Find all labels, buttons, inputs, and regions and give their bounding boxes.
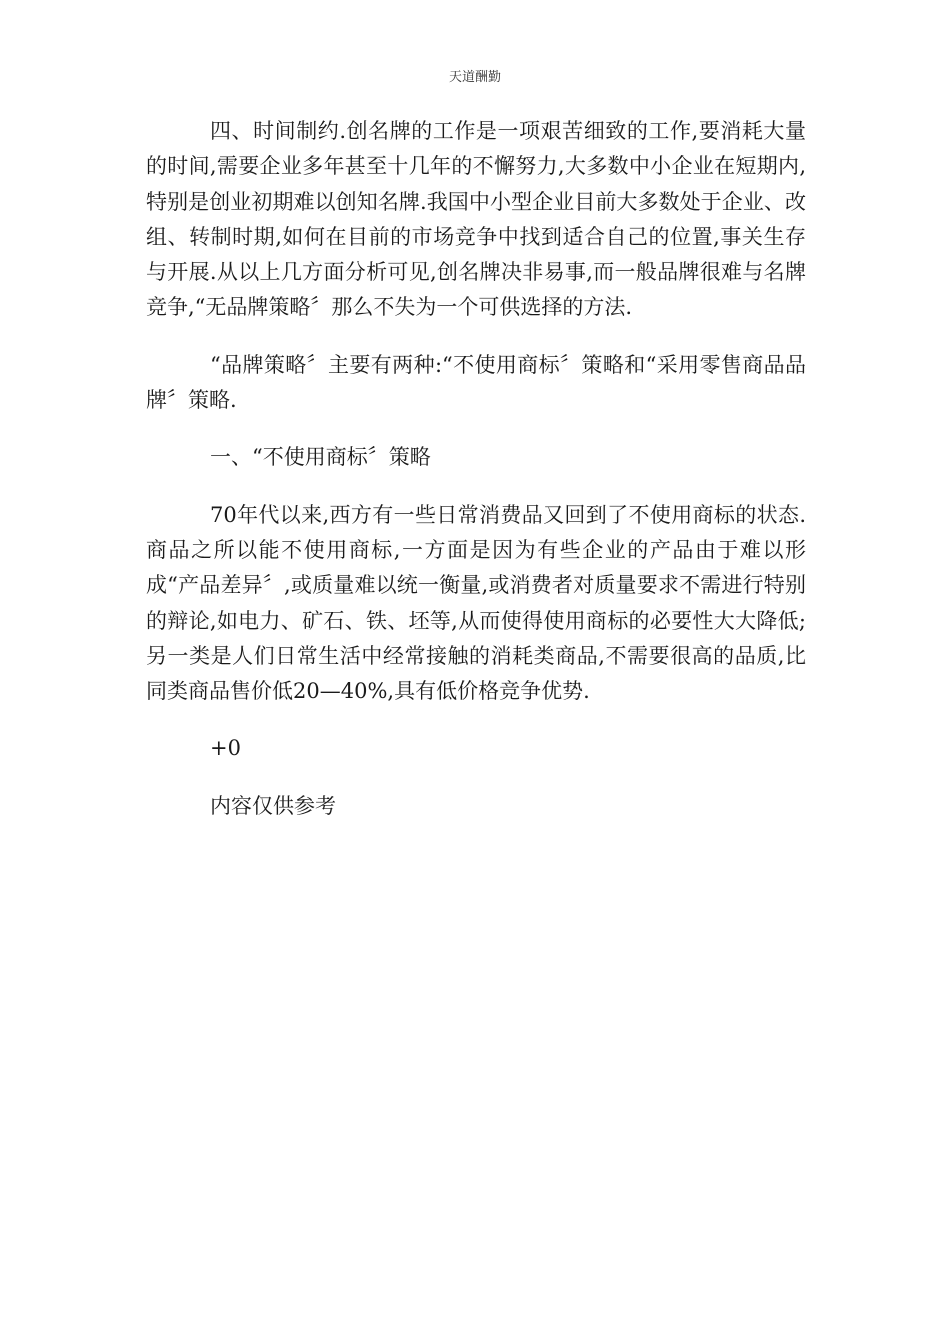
paragraph-time-constraint: 四、时间制约.创名牌的工作是一项艰苦细致的工作,要消耗大量的时间,需要企业多年甚至十几年的不懈努力,大多数中小企业在短期内,特别是创业初期难以创知名牌.我国中小型企业目前大多数处于企业、改组、转制时期,如何在目前的市场竞争中找到适合自己的位置,事关生存与开展.从以上几方面分析可见,创名牌决非易事,而一般品牌很难与名牌竞争,“无品牌策略〞那么不失为一个可供选择的方法. (146, 119, 806, 320)
section-heading-no-trademark: 一、“不使用商标〞策略 (210, 445, 431, 470)
document-body (146, 114, 806, 846)
paragraph-no-trademark-detail: 70年代以来,西方有一些日常消费品又回到了不使用商标的状态.商品之所以能不使用商标,一方面是因为有些企业的产品由于难以形成“产品差异〞,或质量难以统一衡量,或消费者对质量要求不需进行特别的辩论,如电力、矿石、铁、坯等,从而使得使用商标的必要性大大降低;另一类是人们日常生活中经常接触的消耗类商品,不需要很高的品质,比同类商品售价低20—40%,具有低价格竞争优势. (146, 502, 806, 704)
paragraph-plus-zero: +0 (210, 736, 241, 761)
paragraph-brand-strategy-types: “品牌策略〞主要有两种:“不使用商标〞策略和“采用零售商品品牌〞策略. (146, 352, 806, 413)
paragraph-disclaimer: 内容仅供参考 (210, 793, 336, 818)
page-header: 天道酬勤 (448, 70, 501, 85)
